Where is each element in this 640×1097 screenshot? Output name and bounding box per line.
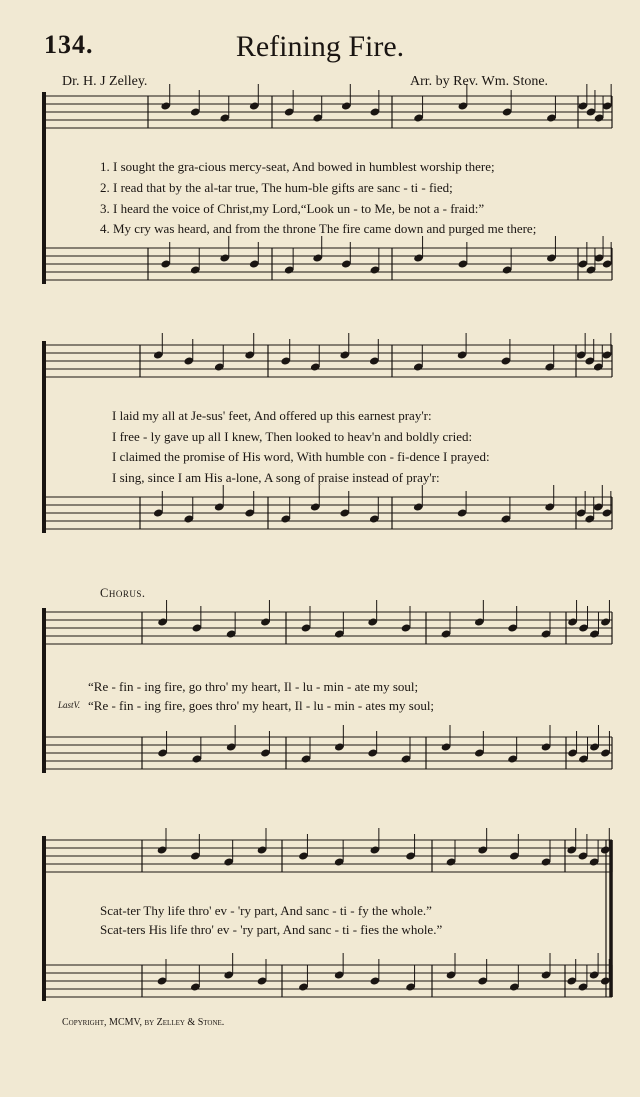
chorus-line-1: “Re - fin - ing fire, go thro' my heart, Il - lu - min - ate my soul;: [88, 679, 419, 694]
chorus-line-1-last: “Re - fin - ing fire, goes thro' my heart, Il - lu - min - ates my soul;: [88, 698, 435, 713]
chorus-line-2-last: Scat-ters His life thro' ev - 'ry part, And sanc - ti - fies the whole.”: [100, 922, 443, 937]
verse-2-line-1: 2. I read that by the al-tar true, The hum-ble gifts are sanc - ti - fied;: [100, 180, 453, 195]
hymn-number: 134.: [44, 30, 94, 59]
verse-3-line-1: 3. I heard the voice of Christ,my Lord,“Look un - to Me, be not a - fraid:”: [100, 201, 485, 216]
last-verse-label: LastV.: [58, 700, 81, 710]
chorus-label: Chorus.: [100, 586, 146, 600]
verse-4-line-2: I sing, since I am His a-lone, A song of praise instead of pray'r:: [112, 470, 440, 485]
composer-credit: Dr. H. J Zelley.: [62, 74, 148, 89]
verse-1-line-2: I laid my all at Je-sus' feet, And offered up this earnest pray'r:: [112, 408, 432, 423]
verse-2-line-2: I free - ly gave up all I knew, Then looked to heav'n and boldly cried:: [112, 429, 473, 444]
verse-1-line-1: 1. I sought the gra-cious mercy-seat, And bowed in humblest worship there;: [100, 159, 495, 174]
chorus-line-2: Scat-ter Thy life thro' ev - 'ry part, And sanc - ti - fy the whole.”: [100, 903, 432, 918]
arranger-credit: Arr. by Rev. Wm. Stone.: [410, 74, 549, 89]
copyright-notice: Copyright, MCMV, by Zelley & Stone.: [62, 1017, 225, 1028]
verse-4-line-1: 4. My cry was heard, and from the throne The fire came down and purged me there;: [100, 221, 537, 236]
verse-3-line-2: I claimed the promise of His word, With humble con - fi-dence I prayed:: [112, 449, 490, 464]
hymn-title: Refining Fire.: [235, 30, 405, 63]
